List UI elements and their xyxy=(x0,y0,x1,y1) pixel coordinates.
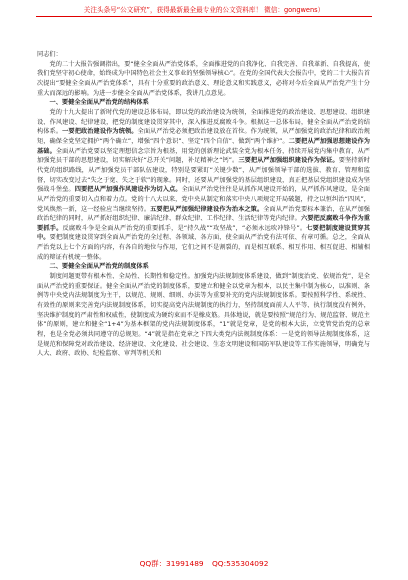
text-run: 全面从严治党必须把政治建设放在首位。作为统领，从严加强党的政治纪律和政治规矩，确保全党坚定拥护“两个确立”，增强“四个意识”、坚定“四个自信”、做到“两个维护”。 xyxy=(37,128,370,145)
header-divider xyxy=(36,16,372,17)
text-run: 全面从严治党要以坚定理想信念宗旨为根基，用党的创新理论武装全党为根本任务，持续开展党内集中教育，从严加强党员干部的思想建设，切实解决好“总开关”问题，补足精神之“钙”。 xyxy=(37,147,370,165)
bold-heading-run: 二、要健全全面从严治党的制度体系 xyxy=(49,263,149,271)
text-run: 要坚持新时代党的组织路线，从严加强党员干部队伍建设，特别是要紧盯“关键少数”，从严加强领导干部的选拔、教育、管理和监督，切实改变过去“失之于宽、失之于软”的现象。同时，还要从严加强党的基层组织建设，真正把基层党组织建设成为坚强战斗堡垒。 xyxy=(37,157,371,194)
text-run: 党的十九大提出了新时代党的建设总体布局，即以党的政治建设为统领，全面推进党的政治建设、思想建设、组织建设、作风建设、纪律建设，把党的制度建设贯穿其中，深入推进反腐败斗争。根据这一总体布局，健全全面从严治党的结构体系。 xyxy=(37,108,370,136)
bold-heading-run: 三要把从严加强组织建设作为保证。 xyxy=(238,157,339,165)
paragraph xyxy=(37,98,370,108)
paragraph xyxy=(37,272,370,359)
text-run: 制度问题更带有根本性、全局性、长期性和稳定性。加强党内法规制度体系建设，做到“制度治党、依规治党”，是全面从严治党的重要保证。健全全面从严治党的制度体系，要建立和健全以党章为根本，以民主集中制为核心，以准则、条例等中央党内法规制度为主干，以规范、规则、细则、办法等为重要补充的党内法规制度体系。要按照科学性、系统性、有效性的原则来完善党内法规制度体系，切实提高党内法规制度的执行力，坚持制度面前人人平等、执行制度没有例外，坚决维护制度的严肃性和权威性，使制度成为硬约束而不是橡皮筋。具体地说，就是要按照“规范行为、规范监督、规范主体”的原则，建立和健全“1+4”为基本框架的党内法规制度体系，“1”就是党章，是党的根本大法，立党管党治党的总章程，也是全党必须共同遵守的总规矩。“4”就是指在党章之下四大类党内法规制度体系：一是党的领导法规制度体系，这是规范和保障党对政治建设、经济建设、文化建设、社会建设、生态文明建设和国防军队建设等工作实施领导，明确党与人大、政府、政协、纪检监察、审判等机关和 xyxy=(37,273,370,358)
bold-heading-run: 二要把从严加强思想建设作为基础。 xyxy=(37,137,370,155)
bold-heading-run: 七要把制度建设贯穿其中。 xyxy=(37,224,370,242)
bold-heading-run: 一要把政治建设作为统领。 xyxy=(62,128,138,136)
bold-heading-run: 一、要健全全面从严治党的结构体系 xyxy=(49,99,149,107)
paragraph xyxy=(37,108,370,263)
greeting: 同志们： xyxy=(37,51,62,58)
text-run: 全面从严治党要标本兼治，在从严加强政治纪律的同时，从严抓好组织纪律、廉洁纪律、群众纪律、工作纪律、生活纪律等党内纪律。 xyxy=(37,205,371,223)
promo-header: 关注头条号“公文研究”，获得最新最全最专业的公文资料库！ 微信：gongwens） xyxy=(83,6,325,14)
paragraph xyxy=(37,262,370,272)
text-run: 反腐败斗争是全面从严治党的重要抓手，是“持久战”“攻坚战”，“必须永远吹冲锋号”。 xyxy=(62,224,307,232)
paragraph-container xyxy=(37,60,370,359)
document-body xyxy=(37,50,370,359)
text-run: 全面从严治党往往是从抓作风建设开始的，从严抓作风建设，是全面从严治党的重要切入点和着力点。党的十八大以来，党中央从制定和落实中央八项规定开局破题，持之以恒纠治“四风”，党风焕然一新，这一经验应当继续坚持。 xyxy=(37,186,371,213)
bold-heading-run: 五要把从严加强纪律建设作为治本之策。 xyxy=(150,205,264,213)
paragraph xyxy=(37,60,370,99)
contact-footer: QQ群：31991489 QQ:535304092 xyxy=(139,559,269,568)
bold-heading-run: 六要把反腐败斗争作为重要抓手。 xyxy=(37,215,370,232)
bold-heading-run: 四要把从严加强作风建设作为切入点。 xyxy=(74,186,182,194)
text-run: 要把制度建设贯穿到全面从严治党的全过程、各领域、各方面，使全面从严治党有法可依、有章可循。总之，全面从严治党以上七个方面的内容，有各自的地位与作用，它们之间不是割裂的，而是相互联系、相互作用、相互促进、相辅相成的辩证有机统一整体。 xyxy=(37,234,370,261)
text-run: 党的二十大报告强调指出，要“健全全面从严治党体系，全面推进党的自我净化、自我完善、自我革新、自我提高，使我们党坚守初心使命，始终成为中国特色社会主义事业的坚强领导核心”。在党的全国代表大会报告中，党的二十大报告首次提出“要健全全面从严治党体系”，具有十分重要的政治意义、理论意义和实践意义，必将对今后全面从严治党产生十分重大而深远的影响。为进一步健全全面从严治党体系，我讲几点意见。 xyxy=(37,60,370,97)
